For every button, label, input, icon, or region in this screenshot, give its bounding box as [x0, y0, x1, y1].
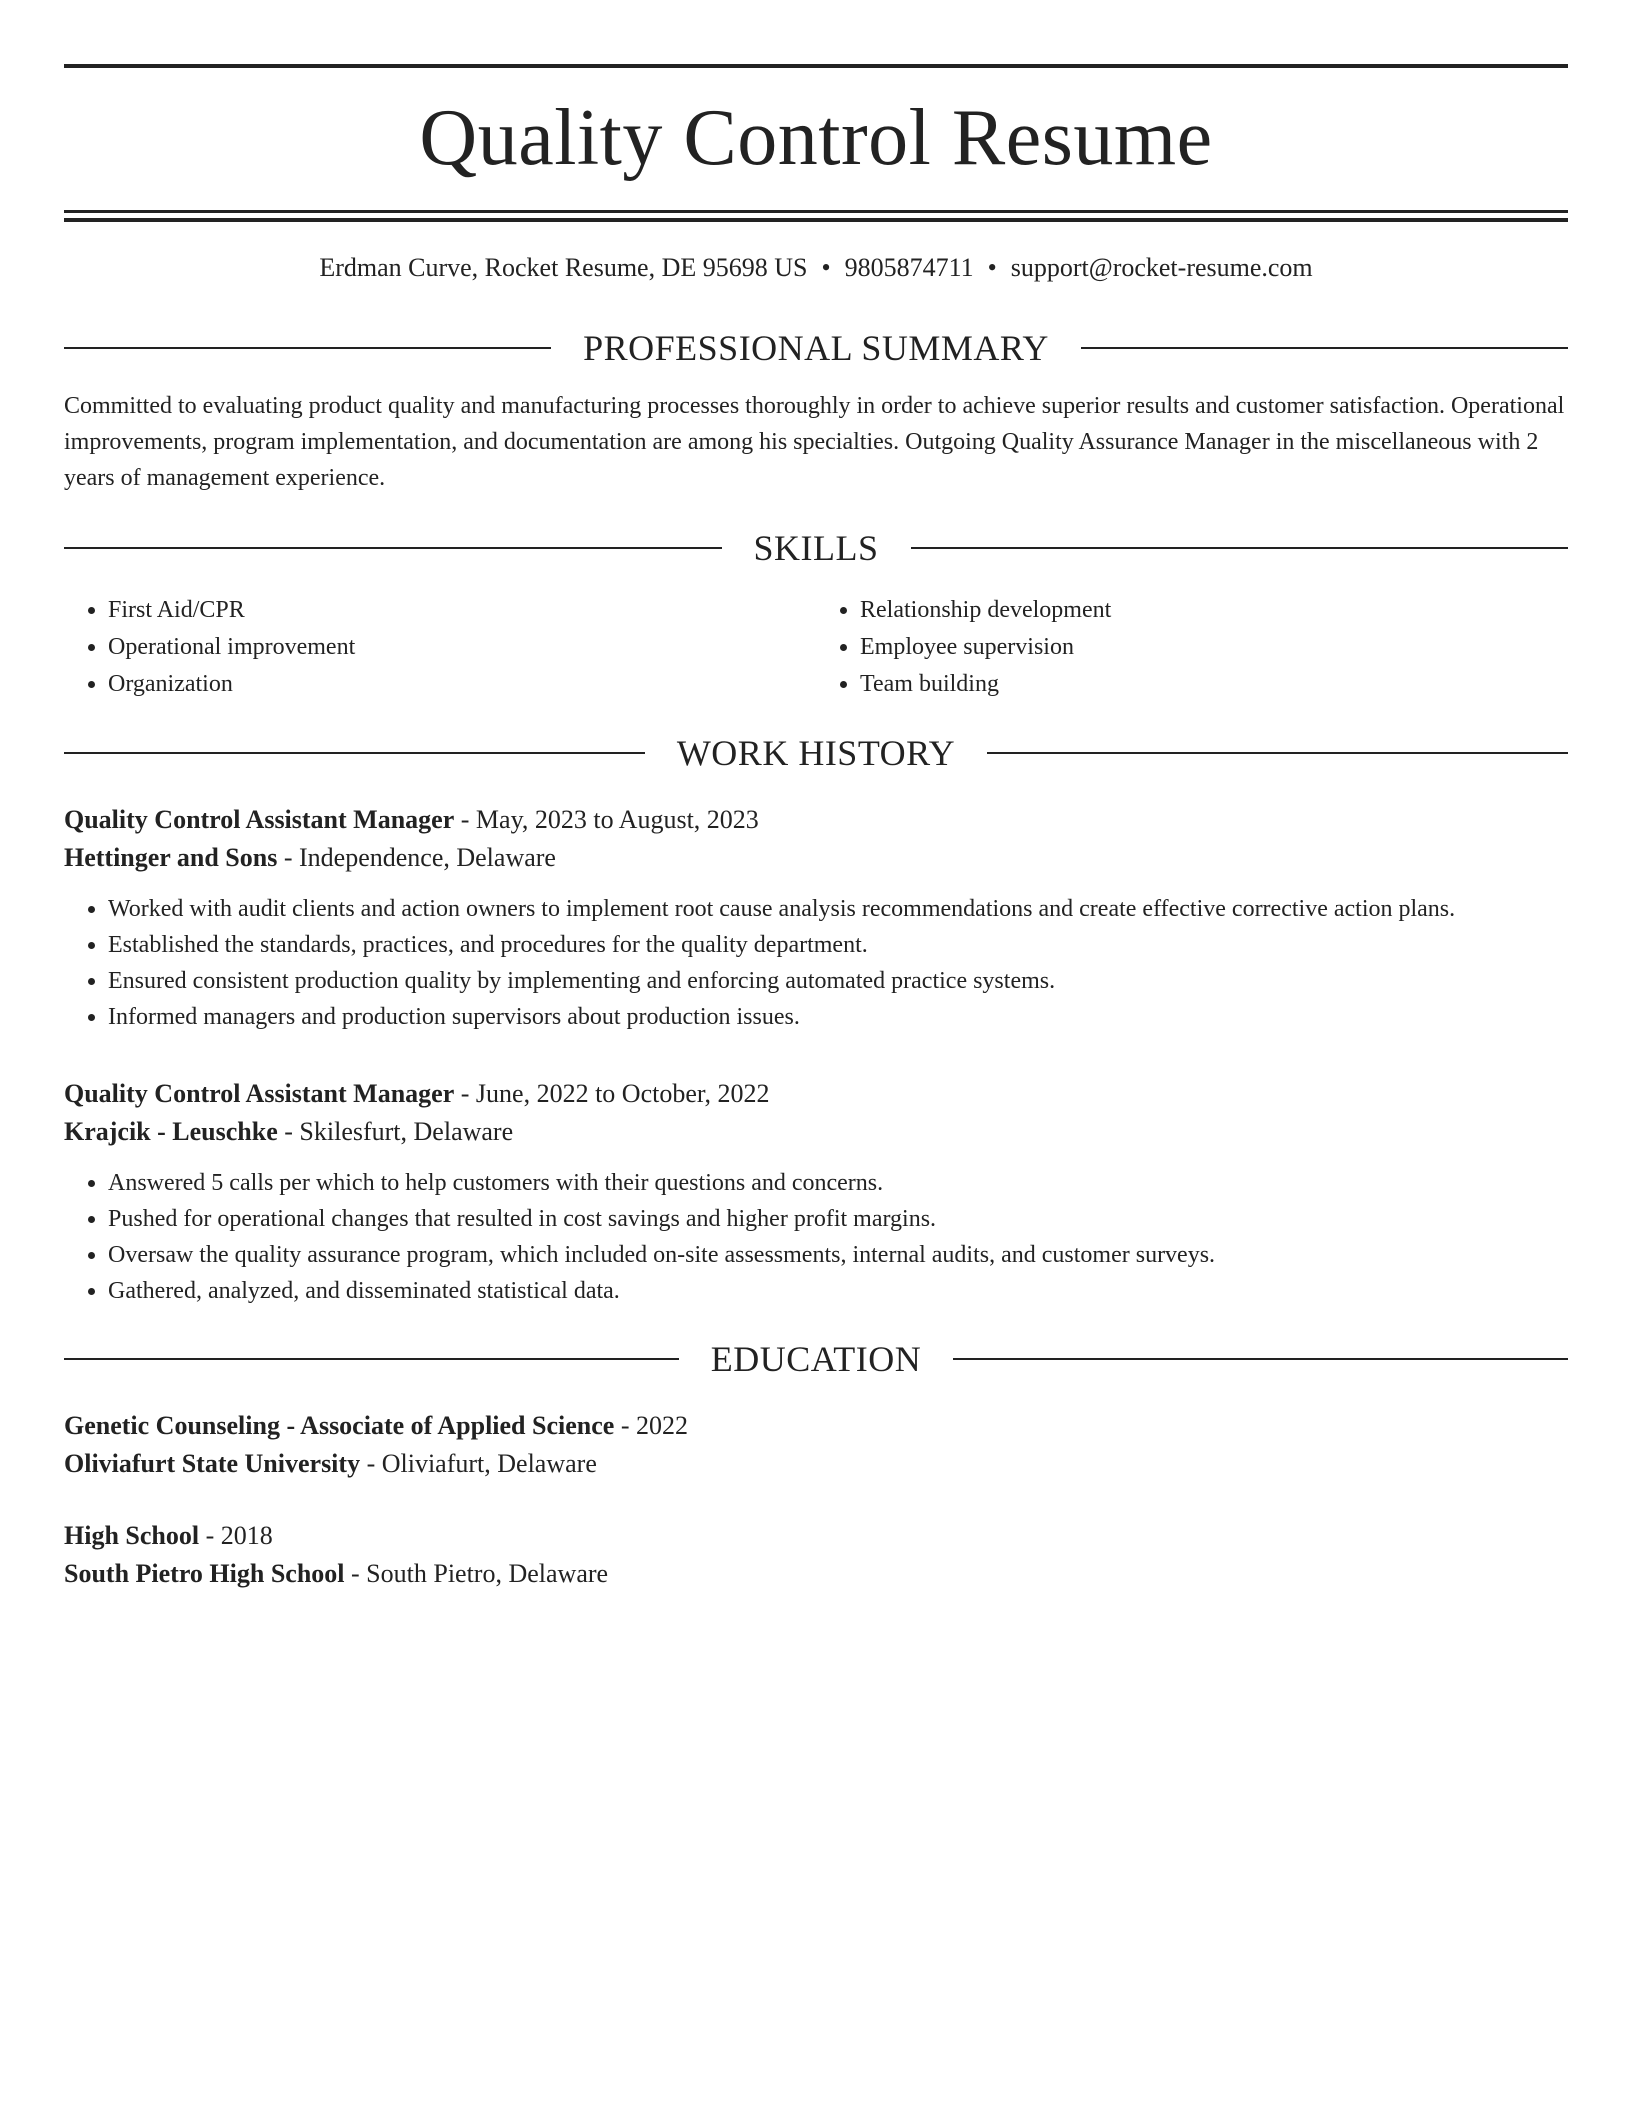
section-rule: [64, 1358, 679, 1360]
job-role: Quality Control Assistant Manager: [64, 1079, 455, 1108]
resume-title: Quality Control Resume: [419, 94, 1213, 182]
education-location: - Oliviafurt, Delaware: [360, 1449, 597, 1478]
job-bullet: • Ensured consistent production quality by implementing and enforcing automated practice systems.: [108, 963, 1568, 999]
section-rule: [953, 1358, 1568, 1360]
education-entry: [64, 1407, 1568, 1483]
section-rule: [64, 347, 551, 349]
contact-separator: •: [987, 253, 997, 282]
section-header-work: [64, 733, 1568, 773]
skills-column-right: [816, 592, 1568, 703]
job-entry: [64, 1075, 1568, 1309]
section-header-skills: [64, 528, 1568, 568]
education-degree: High School: [64, 1521, 200, 1550]
job-bullet: • Gathered, analyzed, and disseminated statistical data.: [108, 1273, 1568, 1309]
job-bullets: [64, 1165, 1568, 1309]
job-title-line: [64, 1075, 1568, 1113]
top-rule: [64, 64, 1568, 68]
contact-separator: •: [821, 253, 831, 282]
section-header-education: [64, 1339, 1568, 1379]
education-school-line: [64, 1555, 1568, 1593]
skill-item: • Employee supervision: [860, 629, 1568, 666]
section-title-work: WORK HISTORY: [676, 733, 956, 773]
job-company-line: [64, 839, 1568, 877]
section-title-summary: PROFESSIONAL SUMMARY: [583, 328, 1049, 368]
skill-item: • Team building: [860, 666, 1568, 703]
section-rule: [64, 752, 645, 754]
job-bullet: • Oversaw the quality assurance program, which included on-site assessments, internal audits, and customer surveys.: [108, 1237, 1568, 1273]
job-bullets: [64, 891, 1568, 1035]
education-year: - 2022: [614, 1411, 688, 1440]
skill-item: • First Aid/CPR: [108, 592, 816, 629]
job-bullet: • Answered 5 calls per which to help customers with their questions and concerns.: [108, 1165, 1568, 1201]
contact-line: [64, 252, 1568, 284]
skill-item: • Relationship development: [860, 592, 1568, 629]
job-location: - Skilesfurt, Delaware: [277, 1117, 514, 1146]
job-bullet: • Worked with audit clients and action owners to implement root cause analysis recommendations and create effective corrective action plans.: [108, 891, 1568, 927]
job-bullet: • Pushed for operational changes that resulted in cost savings and higher profit margins.: [108, 1201, 1568, 1237]
section-title-education: EDUCATION: [710, 1339, 922, 1379]
job-dates: - June, 2022 to October, 2022: [454, 1079, 770, 1108]
job-title-line: [64, 801, 1568, 839]
job-bullet: • Informed managers and production supervisors about production issues.: [108, 999, 1568, 1035]
education-degree: Genetic Counseling - Associate of Applied Science: [64, 1411, 615, 1440]
contact-phone: 9805874711: [844, 253, 974, 282]
education-entry: [64, 1517, 1568, 1593]
education-school: Oliviafurt State University: [64, 1449, 361, 1478]
job-role: Quality Control Assistant Manager: [64, 805, 455, 834]
skill-item: • Operational improvement: [108, 629, 816, 666]
skills-column-left: [64, 592, 816, 703]
section-title-skills: SKILLS: [753, 528, 879, 568]
education-school-line: [64, 1445, 1568, 1483]
job-bullet: • Established the standards, practices, and procedures for the quality department.: [108, 927, 1568, 963]
job-company-line: [64, 1113, 1568, 1151]
skill-item: • Organization: [108, 666, 816, 703]
job-company: Hettinger and Sons: [64, 843, 278, 872]
skills-list: [64, 592, 1568, 703]
section-header-summary: [64, 328, 1568, 368]
summary-text: Committed to evaluating product quality and manufacturing processes thoroughly in order to achieve superior results and customer satisfaction. Operational improvements, program implementation, and documentation are among his specialties. Outgoing Quality Assurance Manager in the miscellaneous with 2 years of management experience.: [64, 393, 1565, 491]
section-rule: [1081, 347, 1568, 349]
job-company: Krajcik - Leuschke: [64, 1117, 278, 1146]
education-location: - South Pietro, Delaware: [344, 1559, 609, 1588]
job-dates: - May, 2023 to August, 2023: [454, 805, 759, 834]
education-degree-line: [64, 1407, 1568, 1445]
title-double-rule: [64, 210, 1568, 222]
job-location: - Independence, Delaware: [277, 843, 556, 872]
contact-address: Erdman Curve, Rocket Resume, DE 95698 US: [319, 253, 808, 282]
section-rule: [987, 752, 1568, 754]
section-rule: [911, 547, 1569, 549]
education-school: South Pietro High School: [64, 1559, 345, 1588]
section-rule: [64, 547, 722, 549]
job-entry: [64, 801, 1568, 1035]
contact-email: support@rocket-resume.com: [1010, 253, 1313, 282]
education-year: - 2018: [199, 1521, 273, 1550]
education-degree-line: [64, 1517, 1568, 1555]
